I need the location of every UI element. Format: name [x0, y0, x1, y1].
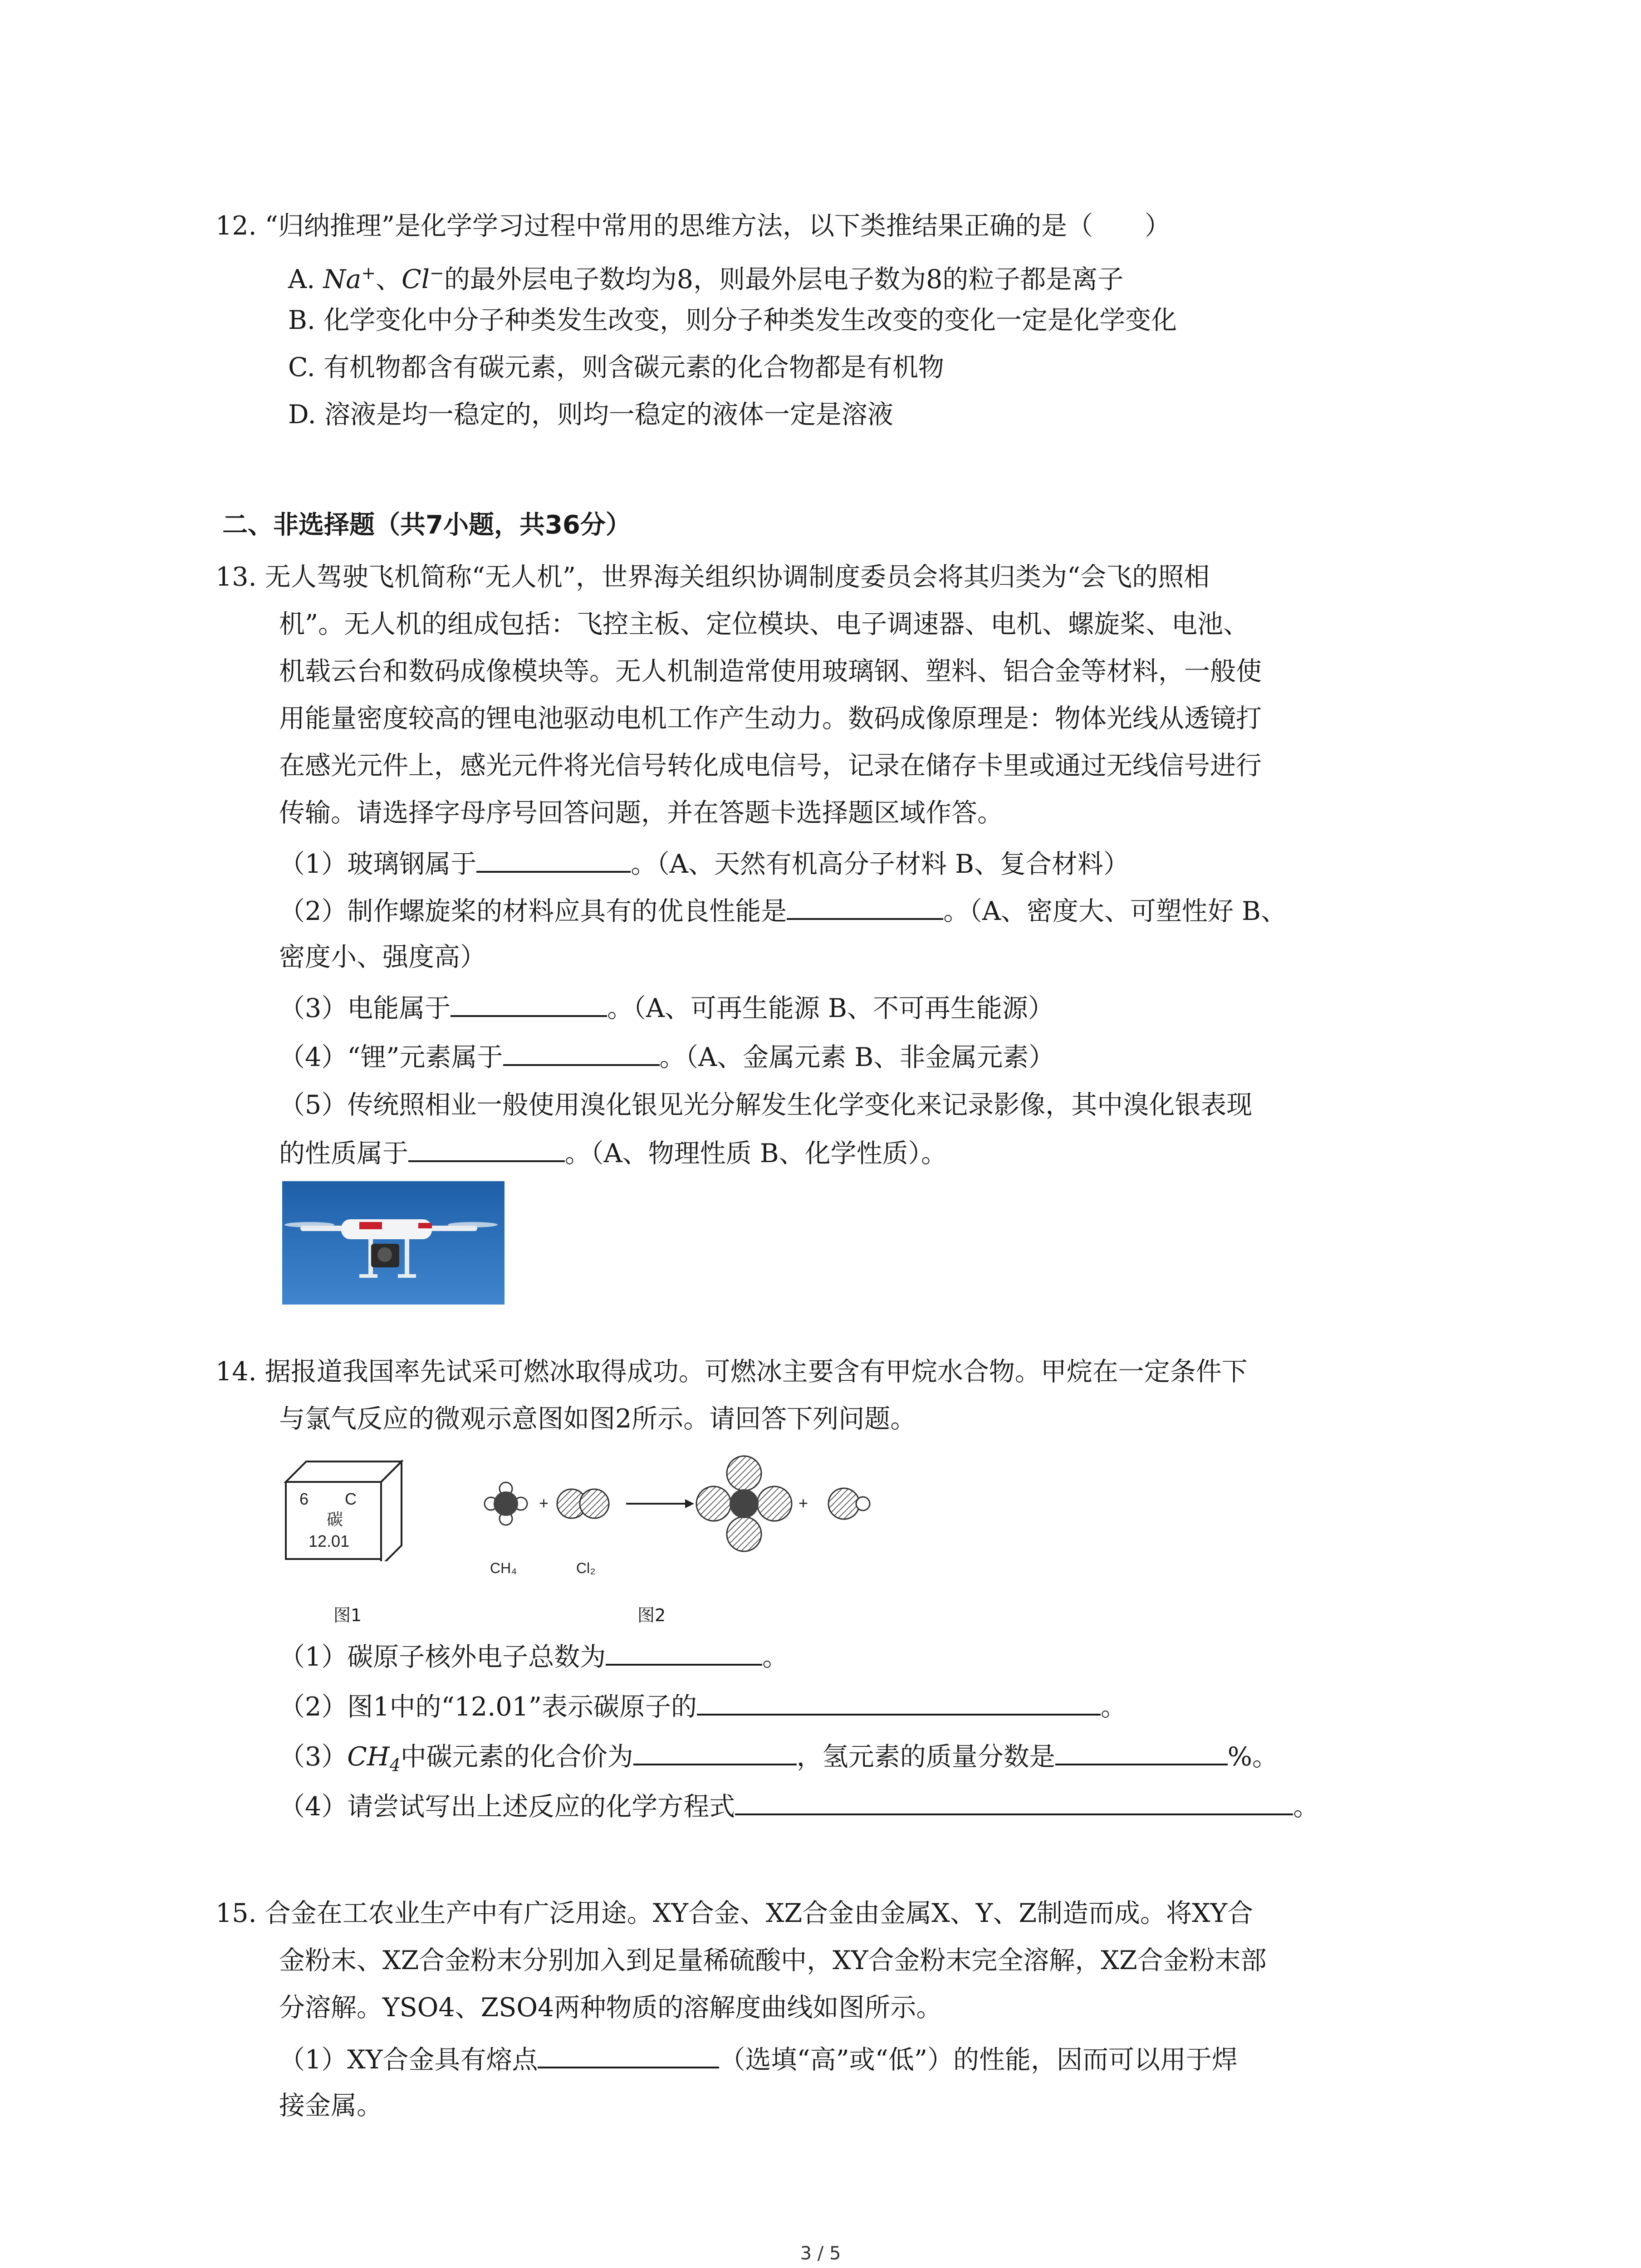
- answer-blank[interactable]: [408, 1134, 565, 1162]
- q13-sub-1-options: 。（A、天然有机高分子材料 B、复合材料）: [631, 849, 1129, 879]
- period: 。: [1101, 1692, 1127, 1722]
- q13-sub-5-line-1: （5）传统照相业一般使用溴化银见光分解发生化学变化来记录影像，其中溴化银表现: [279, 1090, 1253, 1120]
- q12-stem: 12. “归纳推理”是化学学习过程中常用的思维方法，以下类推结果正确的是（ ）: [216, 211, 1171, 241]
- product-molecule: [696, 1456, 792, 1551]
- q15-line-3: 分溶解。YSO4、ZSO4两种物质的溶解度曲线如图所示。: [279, 1993, 942, 2023]
- methane-molecule: [485, 1482, 527, 1525]
- figure-2-reaction-diagram: [481, 1452, 889, 1588]
- period: 。: [762, 1642, 789, 1672]
- q13-sub-2-text: （2）制作螺旋桨的材料应具有的优良性能是: [279, 896, 787, 926]
- q13-sub-4: [279, 1038, 1054, 1075]
- q13-sub-1-text: （1）玻璃钢属于: [279, 849, 477, 879]
- answer-blank[interactable]: [606, 1637, 762, 1666]
- q13-sub-3: [279, 989, 1054, 1026]
- answer-blank[interactable]: [451, 989, 607, 1017]
- q13-sub-5-options: 。（A、物理性质 B、化学性质）。: [565, 1139, 947, 1168]
- answer-blank[interactable]: [735, 1787, 1293, 1815]
- q14-sub-2-text: （2）图1中的“12.01”表示碳原子的: [279, 1692, 697, 1722]
- q13-line-1: 13. 无人驾驶飞机简称“无人机”，世界海关组织协调制度委员会将其归类为“会飞的照相: [216, 562, 1210, 592]
- q15-line-1: 15. 合金在工农业生产中有广泛用途。XY合金、XZ合金由金属X、Y、Z制造而成。将XY合: [216, 1898, 1254, 1928]
- q13-sub-3-text: （3）电能属于: [279, 993, 451, 1023]
- figure-2-caption: 图2: [637, 1605, 666, 1625]
- q12-option-b: B. 化学变化中分子种类发生改变，则分子种类发生改变的变化一定是化学变化: [288, 305, 1177, 335]
- q14-sub-3: [279, 1737, 1278, 1783]
- plus-sign: +: [798, 1494, 808, 1512]
- q14-sub-4: [279, 1787, 1319, 1825]
- cl2-label: Cl₂: [576, 1560, 596, 1576]
- q13-line-5: 在感光元件上，感光元件将光信号转化成电信号，记录在储存卡里或通过无线信号进行: [279, 751, 1262, 781]
- formula-subscript: 4: [389, 1755, 401, 1775]
- q13-sub-2-line-2: 密度小、强度高）: [279, 942, 486, 972]
- answer-blank[interactable]: [476, 845, 631, 873]
- q13-line-6: 传输。请选择字母序号回答问题，并在答题卡选择题区域作答。: [279, 798, 1003, 828]
- answer-blank[interactable]: [787, 892, 943, 920]
- q13-sub-5-text: 的性质属于: [279, 1139, 408, 1168]
- answer-blank[interactable]: [538, 2040, 719, 2068]
- figure-1-carbon-element-cube: [281, 1457, 413, 1561]
- option-a-label: A.: [288, 264, 315, 294]
- sodium-symbol: Na: [323, 264, 362, 294]
- option-a-text: 的最外层电子数均为8，则最外层电子数为8的粒子都是离子: [444, 264, 1124, 294]
- answer-blank[interactable]: [633, 1737, 797, 1765]
- q14-sub-3-mid: 中碳元素的化合价为: [400, 1742, 633, 1772]
- percent-sign: %。: [1227, 1742, 1278, 1772]
- period: 。: [1293, 1792, 1319, 1822]
- atomic-mass: 12.01: [309, 1532, 350, 1550]
- q13-sub-3-options: 。（A、可再生能源 B、不可再生能源）: [607, 993, 1054, 1023]
- plus-sign: +: [539, 1494, 549, 1512]
- atomic-number: 6: [299, 1490, 309, 1508]
- q14-sub-4-text: （4）请尝试写出上述反应的化学方程式: [279, 1792, 735, 1822]
- answer-blank[interactable]: [503, 1038, 660, 1066]
- answer-blank[interactable]: [697, 1687, 1101, 1716]
- q13-sub-5: [279, 1134, 947, 1172]
- q13-line-4: 用能量密度较高的锂电池驱动电机工作产生动力。数码成像原理是：物体光线从透镜打: [279, 704, 1262, 733]
- q15-line-2: 金粉末、XZ合金粉末分别加入到足量稀硫酸中，XY合金粉末完全溶解，XZ合金粉末部: [279, 1945, 1267, 1975]
- q14-sub-2: [279, 1687, 1127, 1725]
- q13-sub-2-options: 。（A、密度大、可塑性好 B、: [943, 896, 1287, 926]
- q15-sub-1-text: （1）XY合金具有熔点: [279, 2045, 538, 2075]
- answer-blank[interactable]: [1055, 1737, 1228, 1765]
- element-symbol: C: [345, 1490, 357, 1508]
- q13-sub-1: [279, 845, 1129, 882]
- q13-line-3: 机载云台和数码成像模块等。无人机制造常使用玻璃钢、塑料、铝合金等材料，一般使: [279, 656, 1262, 686]
- q14-sub-1: [279, 1637, 788, 1675]
- q14-sub-3-text: （3）: [279, 1742, 348, 1772]
- q13-sub-4-text: （4）“锂”元素属于: [279, 1042, 503, 1072]
- chlorine-symbol: Cl: [402, 264, 430, 294]
- q12-option-a: A. Na+、Cl−的最外层电子数均为8，则最外层电子数为8的粒子都是离子: [288, 263, 1124, 294]
- ch4-label: CH₄: [490, 1560, 517, 1576]
- q13-sub-2: [279, 892, 1287, 929]
- drone-photo: [282, 1181, 505, 1305]
- q15-sub-1-rest: （选填“高”或“低”）的性能，因而可以用于焊: [719, 2045, 1238, 2075]
- element-name: 碳: [327, 1510, 343, 1529]
- hydrogen-chloride-molecule: [828, 1488, 870, 1519]
- q14-line-1: 14. 据报道我国率先试采可燃冰取得成功。可燃冰主要含有甲烷水合物。甲烷在一定条件下: [216, 1357, 1248, 1387]
- q15-sub-1-line-2: 接金属。: [279, 2091, 382, 2121]
- q13-line-2: 机”。无人机的组成包括：飞控主板、定位模块、电子调速器、电机、螺旋桨、电池、: [279, 609, 1249, 639]
- q12-option-d: D. 溶液是均一稳定的，则均一稳定的液体一定是溶液: [288, 400, 893, 430]
- q13-sub-4-options: 。（A、金属元素 B、非金属元素）: [659, 1042, 1055, 1072]
- q12-option-c: C. 有机物都含有碳元素，则含碳元素的化合物都是有机物: [288, 352, 944, 382]
- section-heading: 二、非选择题（共7小题，共36分）: [222, 510, 631, 540]
- methane-formula: CH: [347, 1742, 390, 1772]
- q14-line-2: 与氯气反应的微观示意图如图2所示。请回答下列问题。: [279, 1404, 916, 1434]
- chlorine-molecule: [557, 1489, 609, 1518]
- q14-sub-1-text: （1）碳原子核外电子总数为: [279, 1642, 606, 1672]
- page-number: 3 / 5: [800, 2243, 841, 2264]
- separator: 、: [376, 264, 402, 294]
- q15-sub-1: [279, 2040, 1238, 2078]
- q14-sub-3-mid2: ，氢元素的质量分数是: [796, 1742, 1055, 1772]
- figure-1-caption: 图1: [333, 1605, 362, 1625]
